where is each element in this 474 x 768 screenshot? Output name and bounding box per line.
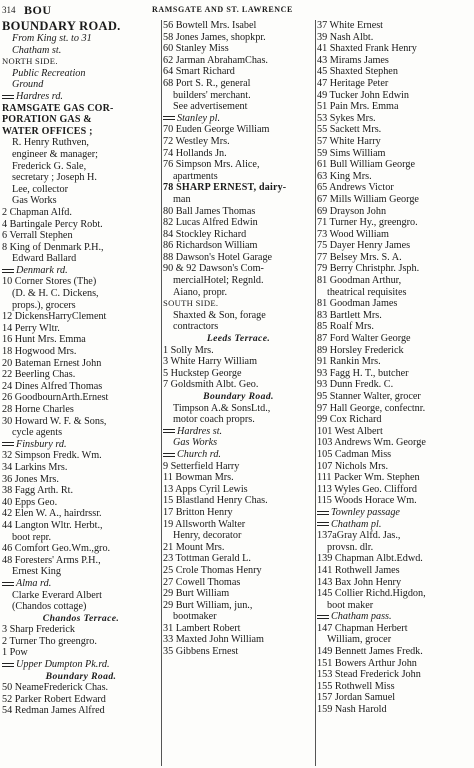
directory-entry: 115 Woods Horace Wm.: [317, 495, 417, 507]
directory-entry: 71 Turner Hy., greengro.: [317, 217, 418, 229]
directory-entry: 137aGray Alfd. Jas.,: [317, 530, 401, 542]
directory-entry: 1 Pow: [2, 647, 28, 659]
directory-entry: 95 Stanner Walter, grocer: [317, 391, 421, 402]
directory-entry: Frederick G. Sale,: [12, 160, 87, 172]
directory-entry: 81 Goodman Arthur,: [317, 275, 402, 287]
directory-entry: 76 Simpson Mrs. Alice,: [163, 159, 260, 171]
directory-entry: 89 Horsley Frederick: [317, 344, 404, 356]
directory-entry: 107 Nichols Mrs.: [317, 460, 389, 472]
directory-entry: 81 Goodman James: [317, 298, 398, 310]
directory-entry: 57 White Harry: [317, 135, 381, 147]
directory-entry: 28 Horne Charles: [2, 404, 74, 415]
directory-entry: props.), grocers: [12, 299, 76, 311]
directory-entry: apartments: [173, 170, 218, 182]
directory-entry: 78 SHARP ERNEST, dairy-: [163, 182, 287, 194]
directory-entry: 39 Nash Albt.: [317, 31, 374, 43]
directory-entry: motor coach proprs.: [173, 414, 255, 426]
directory-entry: 91 Rankin Mrs.: [317, 356, 381, 368]
directory-entry: 49 Tucker John Edwin: [317, 89, 409, 101]
cross-street: Townley passage: [317, 507, 472, 519]
directory-entry: 139 Chapman Albt.Edwd.: [317, 553, 423, 565]
directory-entry: 17 Britton Henry: [163, 506, 233, 518]
directory-entry: 87 Ford Walter George: [317, 333, 411, 345]
column-divider: [315, 20, 316, 766]
directory-entry: 86 Richardson William: [163, 240, 258, 252]
directory-entry: 9 Setterfield Harry: [163, 460, 240, 472]
directory-entry: 85 Roalf Mrs.: [317, 321, 374, 333]
directory-entry: builders' merchant.: [173, 89, 251, 101]
directory-entry: 12 DickensHarryClement: [2, 311, 107, 323]
directory-entry: 70 Euden George William: [163, 124, 270, 136]
directory-entry: 2 Chapman Alfd.: [2, 206, 72, 218]
directory-entry: 147 Chapman Herbert: [317, 622, 408, 634]
directory-entry: Edward Ballard: [12, 253, 77, 265]
directory-entry: 38 Fagg Arth. Rt.: [2, 485, 74, 497]
directory-entry: 22 Beerling Chas.: [2, 369, 76, 381]
directory-entry: 37 White Ernest: [317, 20, 384, 31]
directory-entry: 29 Burt William, jun.,: [163, 599, 253, 611]
directory-entry: 29 Burt William: [163, 588, 230, 600]
directory-entry: 36 Jones Mrs.: [2, 473, 59, 485]
directory-entry: PORATION GAS &: [2, 114, 92, 126]
directory-entry: 31 Lambert Robert: [163, 622, 241, 634]
directory-entry: Clarke Everard Albert: [12, 589, 102, 601]
cross-street: Chatham pass.: [317, 611, 472, 623]
directory-entry: 18 Hogwood Mrs.: [2, 346, 77, 358]
cross-street: Stanley pl.: [163, 113, 314, 125]
directory-entry: See advertisement: [173, 101, 248, 113]
directory-entry: bootmaker: [173, 611, 217, 623]
directory-entry: 26 GoodbournArth.Ernest: [2, 392, 109, 404]
directory-entry: 43 Mirams James: [317, 54, 389, 66]
directory-entry: 15 Blastland Henry Chas.: [163, 495, 268, 507]
directory-entry: 42 Elen W. A., hairdrssr.: [2, 508, 102, 520]
directory-entry: 75 Dayer Henry James: [317, 240, 411, 252]
column-3: [317, 20, 472, 768]
directory-entry: From King st. to 31: [12, 33, 92, 44]
directory-entry: 44 Langton Wltr. Herbt.,: [2, 519, 103, 531]
cross-street: Alma rd.: [2, 578, 160, 590]
directory-entry: Ernest King: [12, 566, 61, 578]
directory-entry: 41 Shaxted Frank Henry: [317, 43, 417, 55]
street-prefix: BOU: [24, 3, 52, 17]
directory-entry: WATER OFFICES ;: [2, 125, 93, 137]
directory-entry: 82 Lucas Alfred Edwin: [163, 217, 258, 229]
directory-entry: 62 Jarman AbrahamChas.: [163, 54, 268, 66]
directory-entry: 145 Collier Richd.Higdon,: [317, 588, 426, 600]
directory-entry: 19 Allsworth Walter: [163, 518, 246, 530]
directory-entry: 72 Westley Mrs.: [163, 135, 230, 147]
directory-entry: 32 Simpson Fredk. Wm.: [2, 450, 102, 462]
directory-entry: 83 Bartlett Mrs.: [317, 309, 382, 321]
column-divider: [161, 20, 162, 766]
directory-entry: Henry, decorator: [173, 530, 242, 542]
directory-entry: Aiano, propr.: [173, 286, 228, 298]
directory-entry: 105 Cadman Miss: [317, 448, 392, 460]
directory-entry: 93 Dunn Fredk. C.: [317, 379, 394, 391]
directory-entry: 153 Stead Frederick John: [317, 669, 421, 681]
directory-entry: Gas Works: [173, 437, 218, 449]
side-label: SOUTH SIDE.: [163, 298, 219, 309]
directory-entry: engineer & manager;: [12, 148, 98, 160]
directory-entry: 149 Bennett James Fredk.: [317, 646, 423, 658]
directory-entry: 58 Jones James, shopkpr.: [163, 31, 266, 43]
directory-entry: 30 Howard W. F. & Sons,: [2, 415, 107, 427]
directory-entry: 24 Dines Alfred Thomas: [2, 380, 103, 392]
directory-entry: 151 Bowers Arthur John: [317, 657, 417, 669]
directory-entry: 77 Belsey Mrs. S. A.: [317, 251, 402, 263]
directory-entry: 3 Sharp Frederick: [2, 624, 75, 636]
directory-entry: 20 Bateman Ernest John: [2, 357, 102, 369]
cross-street: Denmark rd.: [2, 265, 160, 277]
directory-entry: 2 Turner Tho greengro.: [2, 635, 97, 647]
directory-entry: Shaxted & Son, forage: [173, 309, 266, 321]
directory-entry: 88 Dawson's Hotel Garage: [163, 251, 273, 263]
directory-entry: Gas Works: [12, 195, 57, 207]
directory-entry: 6 Verrall Stephen: [2, 230, 73, 242]
directory-entry: 74 Hollands Jn.: [163, 147, 227, 159]
directory-entry: man: [173, 193, 191, 205]
directory-entry: 111 Packer Wm. Stephen: [317, 472, 420, 484]
directory-entry: boot maker: [327, 599, 374, 611]
directory-entry: 51 Pain Mrs. Emma: [317, 101, 399, 113]
directory-entry: 48 Foresters' Arms P.H.,: [2, 554, 101, 566]
directory-entry: 101 West Albert: [317, 425, 383, 437]
directory-entry: 73 Wood William: [317, 228, 389, 240]
directory-entry: 155 Rothwell Miss: [317, 680, 395, 692]
column-2: [163, 20, 314, 768]
directory-entry: 68 Port S. R., general: [163, 77, 251, 89]
directory-entry: 143 Bax John Henry: [317, 576, 402, 588]
directory-entry: 97 Hall George, confectnr.: [317, 402, 426, 414]
directory-entry: 23 Tottman Gerald L.: [163, 553, 251, 565]
directory-entry: 10 Corner Stores (The): [2, 276, 97, 288]
directory-entry: 1 Solly Mrs.: [163, 344, 214, 356]
directory-entry: boot repr.: [12, 531, 52, 543]
directory-entry: Lee, collector: [12, 183, 68, 195]
directory-entry: 69 Drayson John: [317, 205, 387, 217]
directory-entry: contractors: [173, 321, 219, 333]
directory-entry: 8 King of Denmark P.H.,: [2, 241, 104, 253]
directory-entry: 157 Jordan Samuel: [317, 692, 396, 704]
directory-entry: 61 Bull William George: [317, 159, 415, 171]
directory-entry: Ground: [12, 79, 44, 91]
section-heading: BOUNDARY ROAD.: [2, 20, 121, 33]
directory-entry: 47 Heritage Peter: [317, 77, 389, 89]
directory-entry: 63 King Mrs.: [317, 170, 372, 182]
directory-entry: (D. & H. C. Dickens,: [12, 288, 99, 300]
directory-entry: 27 Cowell Thomas: [163, 576, 241, 588]
directory-entry: Timpson A.& SonsLtd.,: [173, 402, 271, 414]
directory-entry: 93 Fagg H. T., butcher: [317, 367, 409, 379]
cross-street: Upper Dumpton Pk.rd.: [2, 659, 160, 671]
section-heading: Boundary Road.: [203, 391, 274, 402]
directory-entry: 64 Smart Richard: [163, 66, 235, 78]
section-heading: Chandos Terrace.: [42, 612, 120, 624]
directory-entry: 34 Larkins Mrs.: [2, 461, 68, 473]
directory-entry: 25 Crole Thomas Henry: [163, 564, 262, 576]
directory-entry: 113 Wyles Geo. Clifford: [317, 483, 417, 495]
directory-entry: 79 Berry Christphr. Jsph.: [317, 263, 420, 275]
directory-entry: 3 White Harry William: [163, 356, 257, 368]
directory-entry: 54 Redman James Alfred: [2, 705, 105, 717]
directory-entry: 33 Maxted John William: [163, 634, 264, 646]
directory-entry: 5 Huckstep George: [163, 367, 242, 379]
directory-entry: 65 Andrews Victor: [317, 182, 394, 194]
directory-entry: 67 Mills William George: [317, 193, 419, 205]
cross-street: Finsbury rd.: [2, 439, 160, 451]
directory-entry: 55 Sackett Mrs.: [317, 124, 382, 136]
directory-entry: 21 Mount Mrs.: [163, 541, 225, 553]
directory-entry: provsn. dlr.: [327, 541, 374, 553]
directory-entry: 59 Sims William: [317, 147, 386, 159]
directory-entry: secretary ; Joseph H.: [12, 172, 97, 184]
directory-entry: 53 Sykes Mrs.: [317, 112, 376, 124]
section-heading: Boundary Road.: [45, 670, 117, 682]
directory-entry: 60 Stanley Miss: [163, 43, 229, 55]
cross-street: Church rd.: [163, 449, 314, 461]
directory-entry: 80 Ball James Thomas: [163, 205, 256, 217]
directory-entry: 90 & 92 Dawson's Com-: [163, 263, 264, 275]
running-title: RAMSGATE AND ST. LAWRENCE: [152, 5, 293, 14]
directory-entry: William, grocer: [327, 634, 392, 646]
directory-entry: 11 Bowman Mrs.: [163, 472, 234, 484]
directory-entry: 46 Comfort Geo.Wm.,gro.: [2, 543, 111, 555]
directory-entry: cycle agents: [12, 427, 63, 439]
directory-entry: mercialHotel; Regnld.: [173, 275, 264, 287]
directory-entry: R. Henry Ruthven,: [12, 137, 89, 149]
page-number: 314: [2, 5, 16, 15]
column-1: [2, 20, 160, 768]
directory-entry: theatrical requisites: [327, 286, 407, 298]
cross-street: Hardres rd.: [2, 91, 160, 103]
directory-entry: 45 Shaxted Stephen: [317, 66, 398, 78]
directory-entry: 52 Parker Robert Edward: [2, 693, 106, 705]
section-heading: Leeds Terrace.: [206, 333, 271, 345]
side-label: NORTH SIDE.: [2, 56, 58, 67]
directory-entry: 159 Nash Harold: [317, 704, 387, 716]
cross-street: Hardres st.: [163, 426, 314, 438]
directory-entry: 84 Stockley Richard: [163, 228, 247, 240]
directory-entry: 14 Perry Wltr.: [2, 322, 60, 334]
directory-entry: 16 Hunt Mrs. Emma: [2, 334, 86, 346]
directory-entry: 56 Bowtell Mrs. Isabel: [163, 20, 257, 31]
directory-entry: 4 Bartingale Percy Robt.: [2, 218, 103, 230]
directory-entry: (Chandos cottage): [12, 601, 87, 613]
directory-entry: 99 Cox Richard: [317, 414, 382, 426]
directory-entry: 50 NeameFrederick Chas.: [2, 682, 109, 694]
page-header: [2, 4, 470, 18]
directory-entry: 35 Gibbens Ernest: [163, 646, 239, 658]
directory-entry: RAMSGATE GAS COR-: [2, 102, 114, 114]
directory-entry: Public Recreation: [12, 67, 86, 79]
directory-entry: Chatham st.: [12, 44, 62, 56]
directory-entry: 103 Andrews Wm. George: [317, 437, 426, 449]
directory-entry: 7 Goldsmith Albt. Geo.: [163, 379, 259, 391]
directory-entry: 13 Apps Cyril Lewis: [163, 483, 248, 495]
directory-entry: 141 Rothwell James: [317, 564, 400, 576]
cross-street: Chatham pl.: [317, 519, 472, 531]
directory-entry: 40 Epps Geo.: [2, 496, 58, 508]
